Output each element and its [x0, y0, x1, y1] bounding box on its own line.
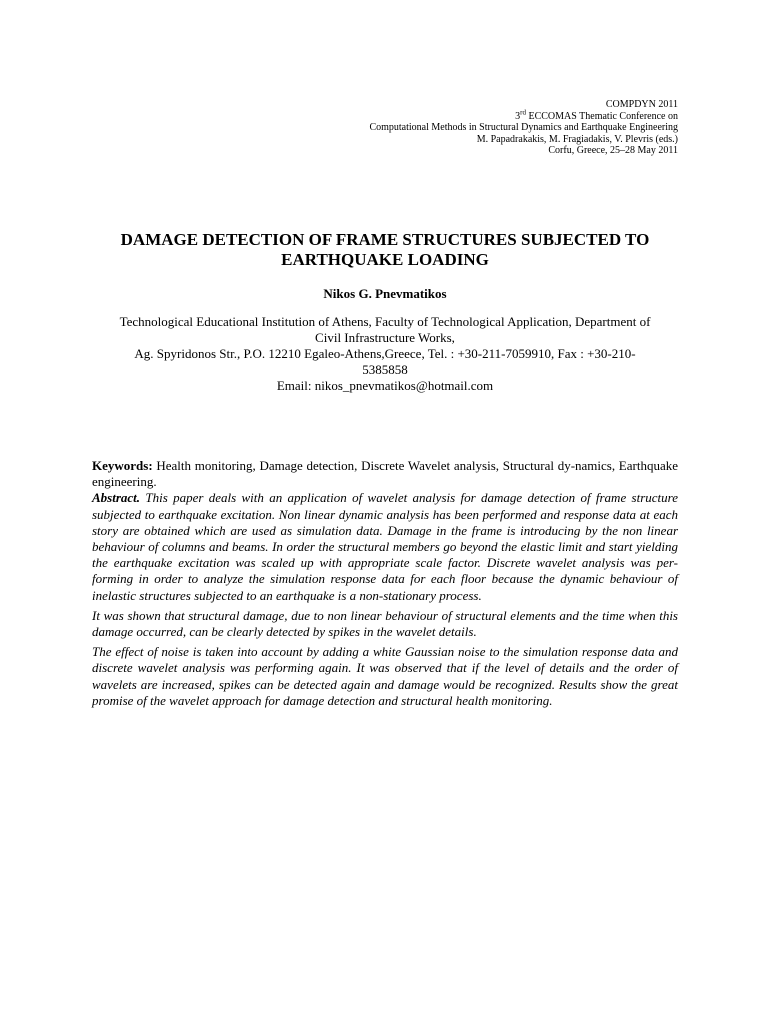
paper-title-line-2: EARTHQUAKE LOADING	[281, 250, 489, 269]
conference-location-date: Corfu, Greece, 25–28 May 2011	[548, 145, 678, 156]
abstract-paragraph-1	[92, 490, 678, 603]
paper-title-line-1: DAMAGE DETECTION OF FRAME STRUCTURES SUBJECTED TO	[120, 230, 650, 249]
conference-name: COMPDYN 2011	[605, 99, 678, 110]
conference-edition	[369, 108, 678, 123]
keywords-text: Health monitoring, Damage detection, Discrete Wavelet analysis, Structural dy-namics, Earthquake engineering.	[92, 458, 678, 490]
author-email: Email: nikos_pnevmatikos@hotmail.com	[276, 378, 494, 393]
abstract-label: Abstract.	[92, 490, 141, 506]
paper-title	[92, 230, 678, 270]
affiliation-line-1: Technological Educational Institution of Athens, Faculty of Technological Application, Department of	[119, 314, 651, 329]
abstract-section	[92, 458, 678, 713]
abstract-text-1: This paper deals with an application of wavelet analysis for damage detection of frame structure subjected to earthquake excitation. Non linear dynamic analysis has been performed and response data at each story are obtained which are used as simulation data. Damage in the frame is introducing by the non linear behaviour of columns and beams. In order the structural members go beyond the elastic limit and start yielding the earthquake excitation was scaled up with appropriate scale factor. Discrete wavelet analysis was per-forming in order to analyze the simulation response data for each floor because the dynamic behaviour of inelastic structures subjected to an earthquake is a non-stationary process.	[92, 490, 678, 603]
affiliation-line-4: 5385858	[362, 362, 408, 377]
conference-edition-suffix: rd	[520, 108, 526, 117]
conference-editors: M. Papadrakakis, M. Fragiadakis, V. Plevris (eds.)	[476, 133, 678, 145]
conference-topic: Computational Methods in Structural Dynamics and Earthquake Engineering	[369, 122, 678, 133]
conference-edition-number: 3	[515, 110, 521, 122]
conference-header	[369, 99, 678, 157]
author-name: Nikos G. Pnevmatikos	[323, 286, 447, 301]
abstract-paragraph-2: It was shown that structural damage, due to non linear behaviour of structural elements and the time when this damage occurred, can be clearly detected by spikes in the wavelet details.	[92, 607, 678, 640]
conference-edition-text: ECCOMAS Thematic Conference on	[525, 110, 678, 122]
keywords-label: Keywords:	[92, 458, 153, 473]
keywords-paragraph	[92, 458, 678, 490]
affiliation-line-3: Ag. Spyridonos Str., P.O. 12210 Egaleo-Athens,Greece, Tel. : +30-211-7059910, Fax : +30-210-	[134, 346, 636, 361]
abstract-paragraph-3: The effect of noise is taken into account by adding a white Gaussian noise to the simulation response data and discrete wavelet analysis was performing again. It was observed that if the level of details and the order of wavelets are increased, spikes can be detected again and damage would be recognized. Results show the great promise of the wavelet approach for damage detection and structural health monitoring.	[92, 644, 678, 708]
author-affiliation	[92, 314, 678, 394]
affiliation-line-2: Civil Infrastructure Works,	[315, 330, 455, 345]
